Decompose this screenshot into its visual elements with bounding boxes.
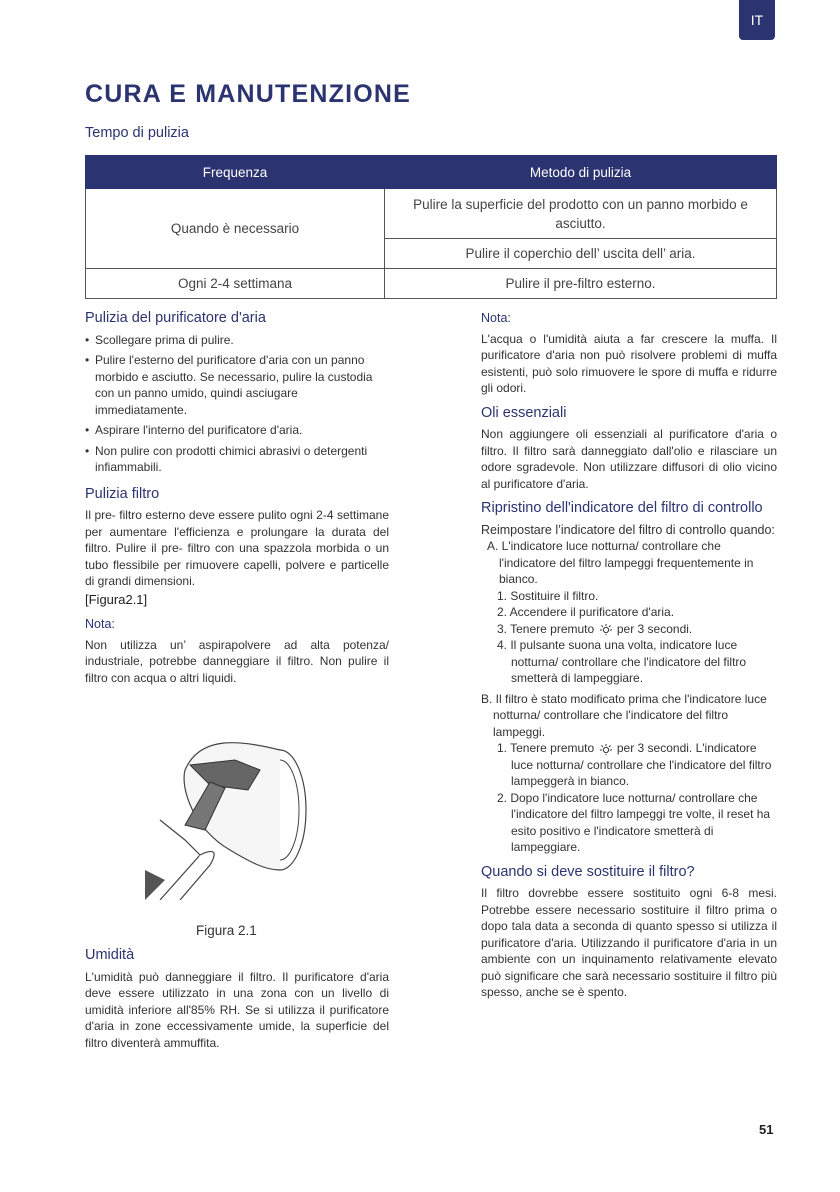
table-cell: Ogni 2-4 settimana xyxy=(86,269,385,299)
section-heading: Quando si deve sostituire il filtro? xyxy=(481,863,695,880)
light-button-icon xyxy=(598,743,614,755)
table-cell: Pulire il coperchio dell’ uscita dell’ aria. xyxy=(385,239,777,269)
language-tab: IT xyxy=(739,0,775,40)
note-heading: Nota: xyxy=(85,617,115,631)
step-text: 3. Tenere premuto xyxy=(497,621,595,636)
list-item: B. Il filtro è stato modificato prima che l'indicatore luce notturna/ controllare che l'indicatore del filtro lampeggi. xyxy=(481,691,767,739)
paragraph: L'umidità può danneggiare il filtro. Il purificatore d'aria deve essere utilizzato in una zona con un livello di umidità inferiore all'85% RH. Se si utilizza il purificatore d'aria in zone eccessivamente umide, la superficie del filtro diventerà ammuffita. xyxy=(85,969,389,1050)
list-item xyxy=(481,740,777,790)
step-text: 1. Tenere premuto xyxy=(497,741,595,755)
figure-caption: Figura 2.1 xyxy=(196,923,257,938)
right-column xyxy=(481,310,777,1001)
list-item: 1. Sostituire il filtro. xyxy=(497,588,599,603)
table-header-method: Metodo di pulizia xyxy=(385,156,777,189)
page-title: CURA E MANUTENZIONE xyxy=(85,80,412,108)
list-item xyxy=(481,621,777,638)
list-item: 2. Accendere il purificatore d'aria. xyxy=(497,605,675,619)
section-heading: Pulizia del purificatore d'aria xyxy=(85,310,266,326)
section-heading: Pulizia filtro xyxy=(85,485,160,502)
figure-reference: [Figura2.1] xyxy=(85,591,148,607)
paragraph: Il filtro dovrebbe essere sostituito ogni 6-8 mesi. Potrebbe essere necessario sostituire il filtro prima o dopo tala data a seconda di quanto spesso si utilizza il purificatore d'aria. Utilizzando il purificatore d'aria in un ambiente con un inquinamento relativamente elevato può significare che sarà necessario sostituire il filtro più spesso, anche se è spento. xyxy=(481,886,777,999)
step-text: per 3 secondi. L'indicatore luce notturna/ controllare che l'indicatore del filtro lampeggerà in bianco. xyxy=(511,741,772,788)
list-item: A. L'indicatore luce notturna/ controllare che l'indicatore del filtro lampeggi frequentemente in bianco. xyxy=(487,539,754,586)
table-header-frequency: Frequenza xyxy=(86,156,385,189)
paragraph: Reimpostare l’indicatore del filtro di controllo quando: xyxy=(481,522,775,537)
cleaning-time-heading: Tempo di pulizia xyxy=(85,125,189,141)
page-number: 51 xyxy=(759,1122,774,1137)
list-item: • Non pulire con prodotti chimici abrasivi o detergenti infiammabili. xyxy=(85,443,389,476)
list-item: 2. Dopo l'indicatore luce notturna/ controllare che l'indicatore del filtro lampeggi tre volte, il reset ha esito positivo e l'indicatore smetterà di lampeggiare. xyxy=(497,790,771,854)
paragraph: L'acqua o l'umidità aiuta a far crescere la muffa. Il purificatore d'aria non può risolvere problemi di muffa esistenti, può solo rimuovere le spore di muffa e ridurre gli odori. xyxy=(481,331,777,395)
list-item: 4. Il pulsante suona una volta, indicatore luce notturna/ controllare che l'indicatore del filtro smetterà di lampeggiare. xyxy=(497,638,747,685)
section-heading: Oli essenziali xyxy=(481,404,567,421)
table-cell: Pulire la superficie del prodotto con un panno morbido e asciutto. xyxy=(385,189,777,239)
paragraph: Il pre- filtro esterno deve essere pulito ogni 2-4 settimane per aumentare l'efficienza e prolungare la durata del filtro. Pulire il pre- filtro con una spazzola morbida o un tubo flessibile per rimuovere capelli, polvere e particelle di grandi dimensioni. xyxy=(85,508,389,588)
left-column xyxy=(85,310,389,686)
filter-cleaning-illustration xyxy=(140,730,320,900)
paragraph: Non aggiungere oli essenziali al purificatore d'aria o filtro. Il filtro sarà danneggiato dall'olio e rilasciare un odore sgradevole. Non utilizzare diffusori di olio vicino al purificatore d'aria. xyxy=(481,427,777,491)
table-cell: Quando è necessario xyxy=(86,189,385,269)
light-button-icon xyxy=(598,623,614,635)
cleaning-table xyxy=(85,155,777,299)
section-heading: Ripristino dell'indicatore del filtro di controllo xyxy=(481,500,763,516)
list-item: • Pulire l'esterno del purificatore d'aria con un panno morbido e asciutto. Se necessario, pulire la custodia con un panno umido, quindi asciugare immediatamente. xyxy=(85,352,389,418)
cleaning-list xyxy=(85,332,389,476)
step-text: per 3 secondi. xyxy=(616,621,693,636)
humidity-section xyxy=(85,947,389,1051)
paragraph: Non utilizza un’ aspirapolvere ad alta potenza/ industriale, potrebbe danneggiare il filtro. Non pulire il filtro con acqua o altri liquidi. xyxy=(85,637,389,685)
list-item: • Scollegare prima di pulire. xyxy=(85,332,389,349)
note-heading: Nota: xyxy=(481,311,511,325)
list-item: • Aspirare l'interno del purificatore d'aria. xyxy=(85,422,389,439)
table-cell: Pulire il pre-filtro esterno. xyxy=(385,269,777,299)
section-heading: Umidità xyxy=(85,947,135,963)
